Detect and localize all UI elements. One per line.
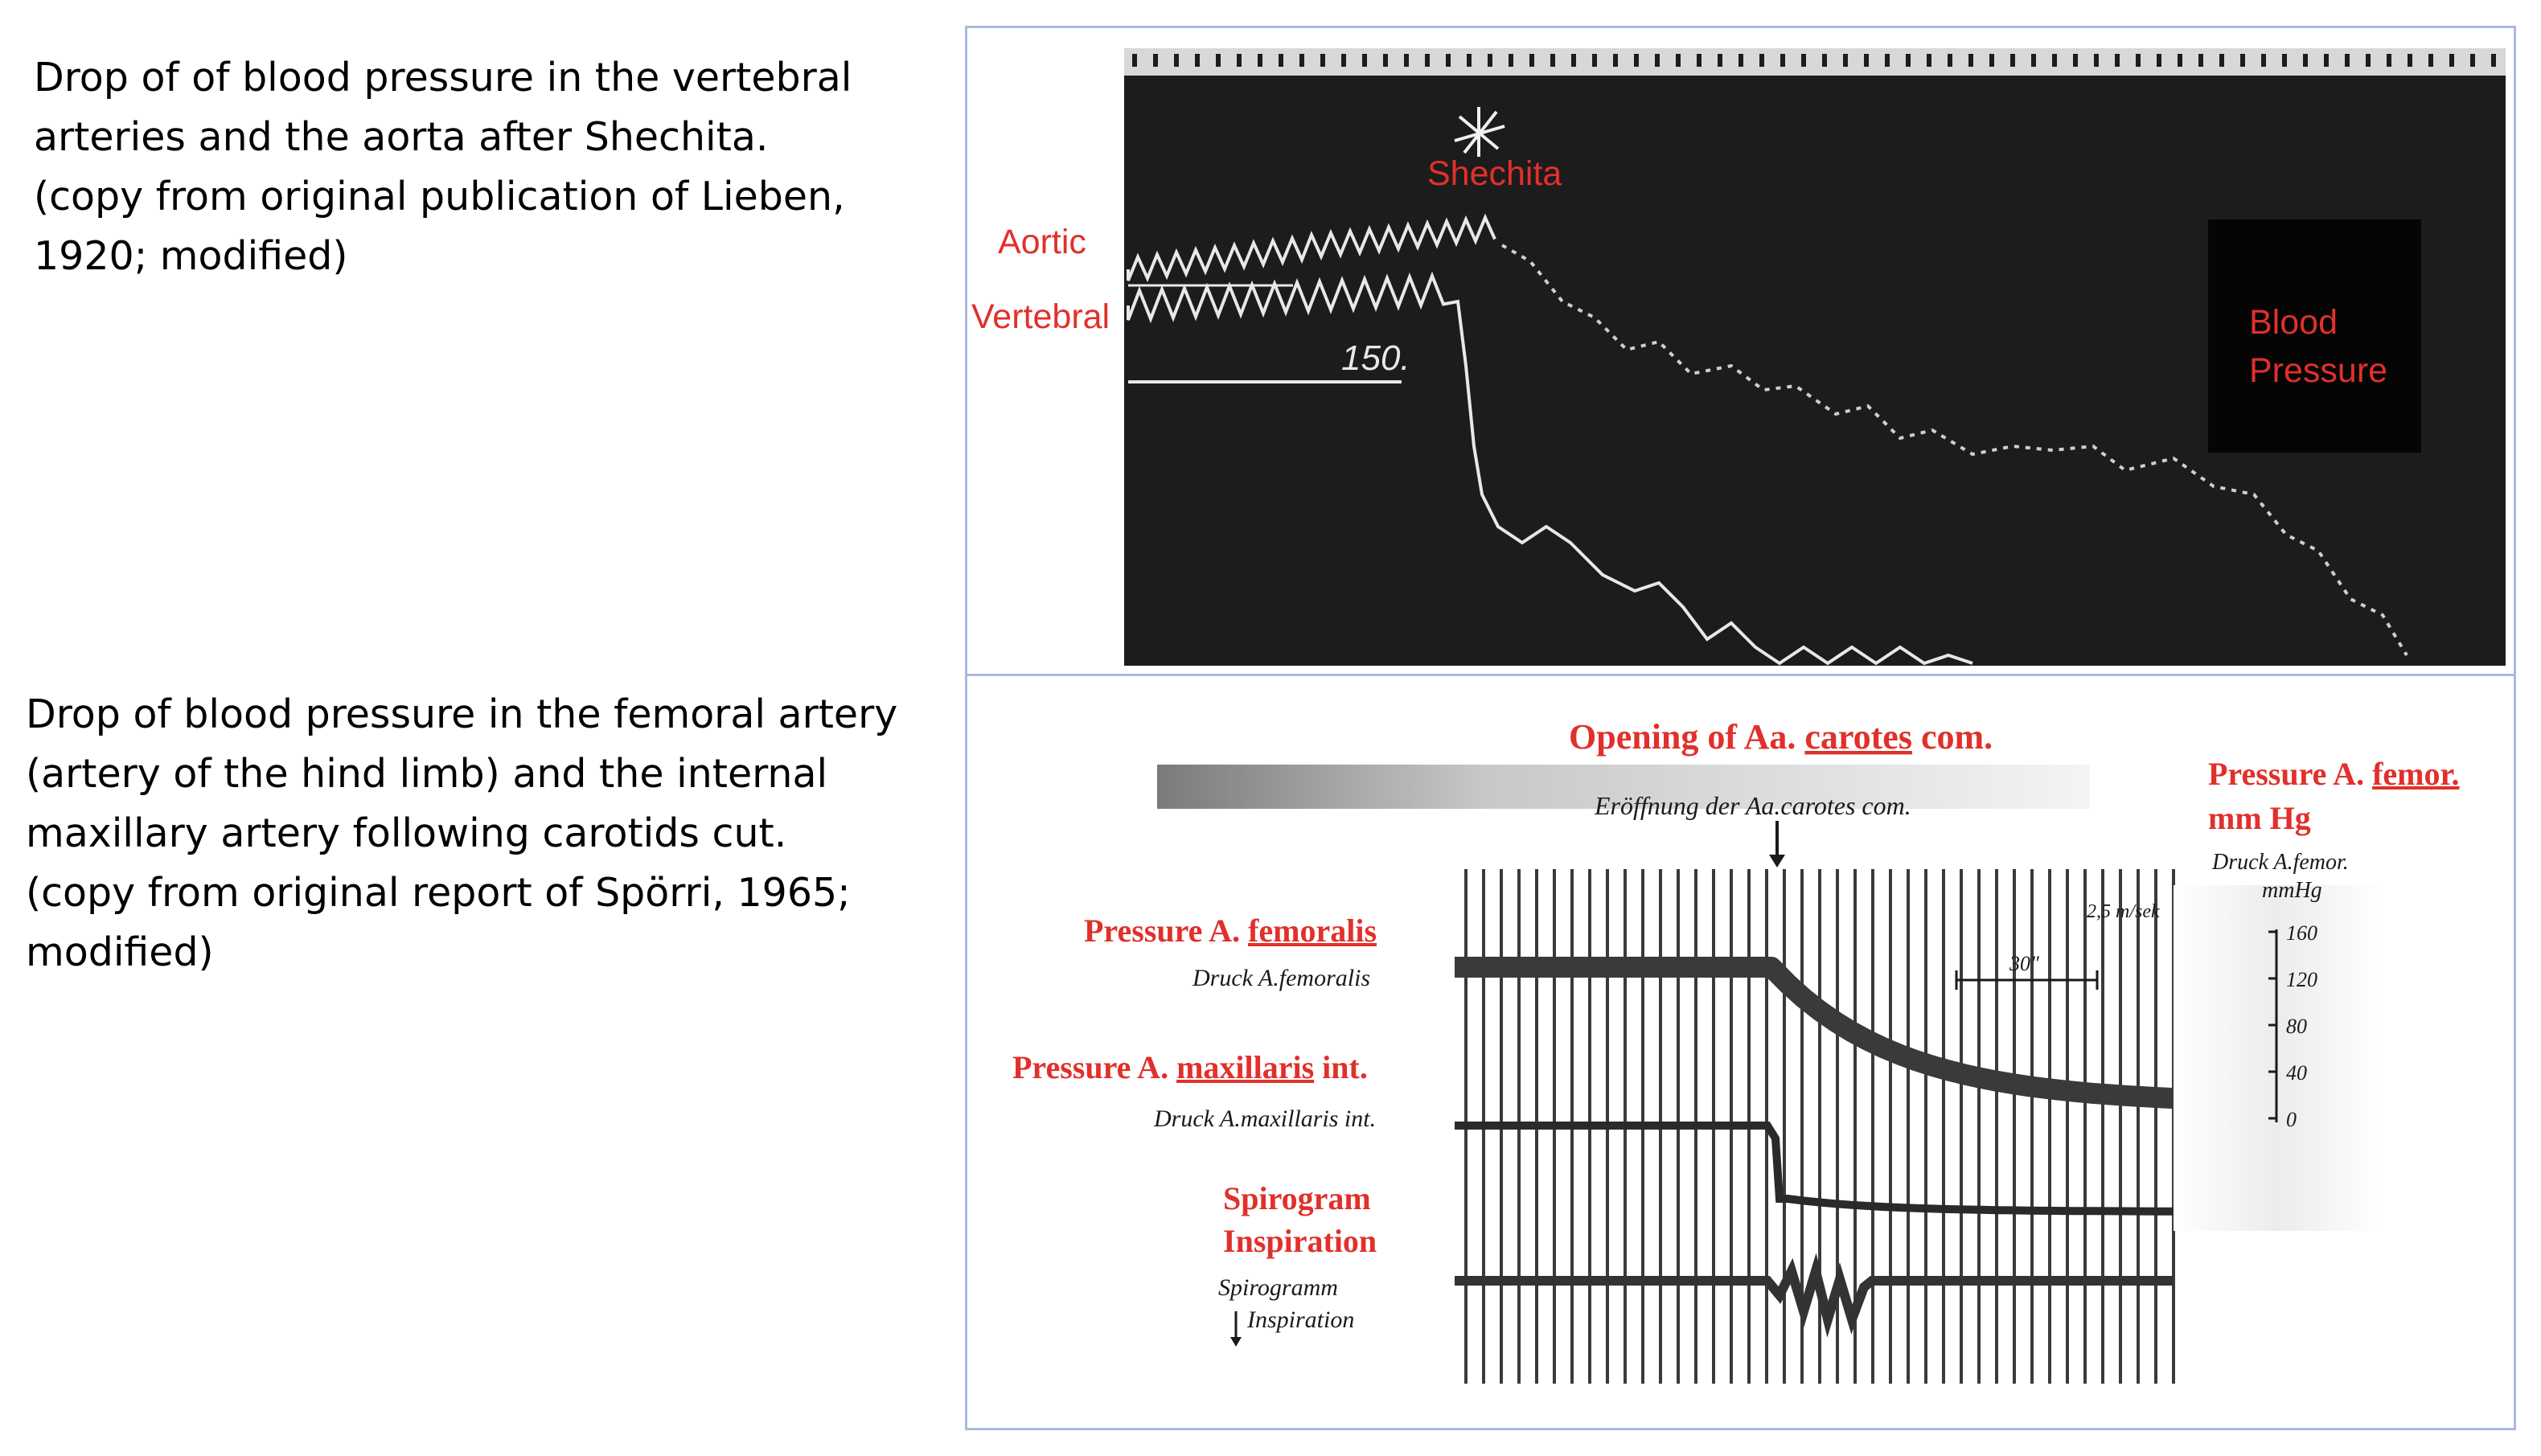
time-marker-strip — [1124, 48, 2506, 76]
spirogram-trace — [1455, 1271, 2174, 1319]
opening-title: Opening of Aa. carotes com. — [1569, 717, 1993, 757]
time-marker-tick — [2198, 54, 2203, 67]
label-pressure-femor: Pressure A. femor. — [2208, 756, 2460, 792]
opening-arrow-head-icon — [1769, 855, 1785, 867]
time-marker-tick — [1446, 54, 1451, 67]
label-pressure-unit: mm Hg — [2208, 800, 2311, 836]
time-marker-tick — [2261, 54, 2266, 67]
time-marker-tick — [1801, 54, 1806, 67]
time-marker-tick — [1362, 54, 1367, 67]
time-marker-tick — [1132, 54, 1137, 67]
time-marker-tick — [1697, 54, 1702, 67]
maxillaris-trace — [1455, 1126, 2174, 1212]
time-marker-tick — [1299, 54, 1304, 67]
time-marker-tick — [2052, 54, 2057, 67]
time-marker-tick — [1404, 54, 1409, 67]
time-marker-tick — [1153, 54, 1158, 67]
time-marker-tick — [1927, 54, 1931, 67]
time-marker-tick — [1822, 54, 1827, 67]
time-marker-tick — [1195, 54, 1200, 67]
time-marker-tick — [1529, 54, 1534, 67]
time-marker-tick — [2345, 54, 2350, 67]
time-marker-tick — [1174, 54, 1179, 67]
time-marker-tick — [2387, 54, 2391, 67]
time-marker-tick — [1237, 54, 1242, 67]
time-marker-tick — [1279, 54, 1283, 67]
inspiration-arrow-head-icon — [1230, 1337, 1242, 1347]
bottom-figure-frame — [965, 674, 2516, 1430]
scale-background — [2174, 885, 2383, 1231]
time-marker-tick — [1571, 54, 1576, 67]
bottom-figure-svg — [967, 676, 2514, 1428]
time-marker-tick — [1968, 54, 1973, 67]
top-figure-svg — [967, 28, 2514, 675]
time-marker-tick — [2094, 54, 2099, 67]
time-marker-tick — [1738, 54, 1743, 67]
time-marker-tick — [1718, 54, 1722, 67]
time-marker-tick — [2178, 54, 2182, 67]
time-marker-tick — [2240, 54, 2245, 67]
time-marker-tick — [2073, 54, 2078, 67]
time-marker-tick — [1258, 54, 1262, 67]
label-femoralis-german: Druck A.femoralis — [1193, 965, 1371, 991]
time-marker-tick — [2491, 54, 2496, 67]
label-spirogramm-german: Spirogramm — [1218, 1274, 1338, 1301]
time-marker-tick — [2157, 54, 2161, 67]
time-marker-tick — [2366, 54, 2371, 67]
time-marker-tick — [2282, 54, 2287, 67]
time-marker-tick — [1843, 54, 1848, 67]
label-shechita: Shechita — [1427, 154, 1562, 193]
time-marker-tick — [1906, 54, 1911, 67]
time-marker-tick — [2303, 54, 2308, 67]
opening-german: Eröffnung der Aa.carotes com. — [1595, 791, 1911, 820]
druck-femor-german: Druck A.femor. — [2212, 850, 2349, 875]
time-marker-tick — [1634, 54, 1639, 67]
time-marker-tick — [1467, 54, 1472, 67]
time-marker-tick — [2010, 54, 2015, 67]
femoral-trace — [1455, 967, 2174, 1098]
time-marker-tick — [1383, 54, 1388, 67]
label-spirogram: Spirogram — [1223, 1180, 1371, 1216]
time-marker-tick — [1864, 54, 1869, 67]
label-femoralis: Pressure A. femoralis — [1084, 913, 1377, 949]
time-marker-tick — [1759, 54, 1764, 67]
label-maxillaris-german: Druck A.maxillaris int. — [1154, 1105, 1377, 1132]
time-marker-tick — [1885, 54, 1890, 67]
scale-tick-label: 80 — [2286, 1015, 2307, 1038]
time-mark: 30" — [2009, 952, 2039, 975]
time-marker-tick — [1948, 54, 1952, 67]
time-marker-tick — [2324, 54, 2329, 67]
time-marker-tick — [2408, 54, 2412, 67]
label-maxillaris: Pressure A. maxillaris int. — [1012, 1049, 1368, 1085]
time-marker-tick — [2449, 54, 2454, 67]
time-marker-tick — [1488, 54, 1492, 67]
time-marker-tick — [1676, 54, 1681, 67]
time-marker-tick — [1550, 54, 1555, 67]
scale-tick-label: 0 — [2286, 1108, 2297, 1131]
time-marker-tick — [2136, 54, 2141, 67]
time-marker-tick — [1320, 54, 1325, 67]
time-marker-tick — [2470, 54, 2475, 67]
blood-pressure-label-line1: Blood — [2249, 303, 2338, 342]
time-marker-tick — [1655, 54, 1660, 67]
speed-mark: 2,5 m/sek — [2087, 901, 2160, 922]
caption-top: Drop of of blood pressure in the vertebral arteries and the aorta after Shechita. (copy from original publication of Lieben, 1920; modified) — [34, 55, 852, 279]
time-marker-tick — [2219, 54, 2224, 67]
label-150: 150. — [1341, 338, 1410, 378]
time-marker-tick — [1509, 54, 1513, 67]
blood-pressure-label-line2: Pressure — [2249, 351, 2388, 390]
scale-tick-label: 120 — [2286, 968, 2317, 991]
scale-tick-label: 160 — [2286, 921, 2317, 945]
label-inspiration: Inspiration — [1223, 1223, 1377, 1259]
label-aortic: Aortic — [998, 223, 1086, 261]
time-marker-tick — [1989, 54, 1994, 67]
time-marker-tick — [2428, 54, 2433, 67]
time-marker-tick — [1592, 54, 1597, 67]
scale-tick-label: 40 — [2286, 1061, 2307, 1085]
time-marker-tick — [1613, 54, 1618, 67]
druck-unit-german: mmHg — [2262, 878, 2322, 903]
time-marker-tick — [2115, 54, 2120, 67]
label-inspiration-german: Inspiration — [1247, 1306, 1355, 1333]
top-figure-frame — [965, 26, 2516, 677]
time-marker-tick — [1216, 54, 1221, 67]
time-marker-tick — [1425, 54, 1430, 67]
label-vertebral: Vertebral — [971, 297, 1110, 336]
caption-bottom: Drop of blood pressure in the femoral artery (artery of the hind limb) and the internal maxillary artery following carotids cut. (copy from original report of Spörri, 1965; modified) — [26, 691, 898, 975]
time-marker-tick — [1341, 54, 1346, 67]
time-marker-tick — [2031, 54, 2036, 67]
time-marker-tick — [1780, 54, 1785, 67]
